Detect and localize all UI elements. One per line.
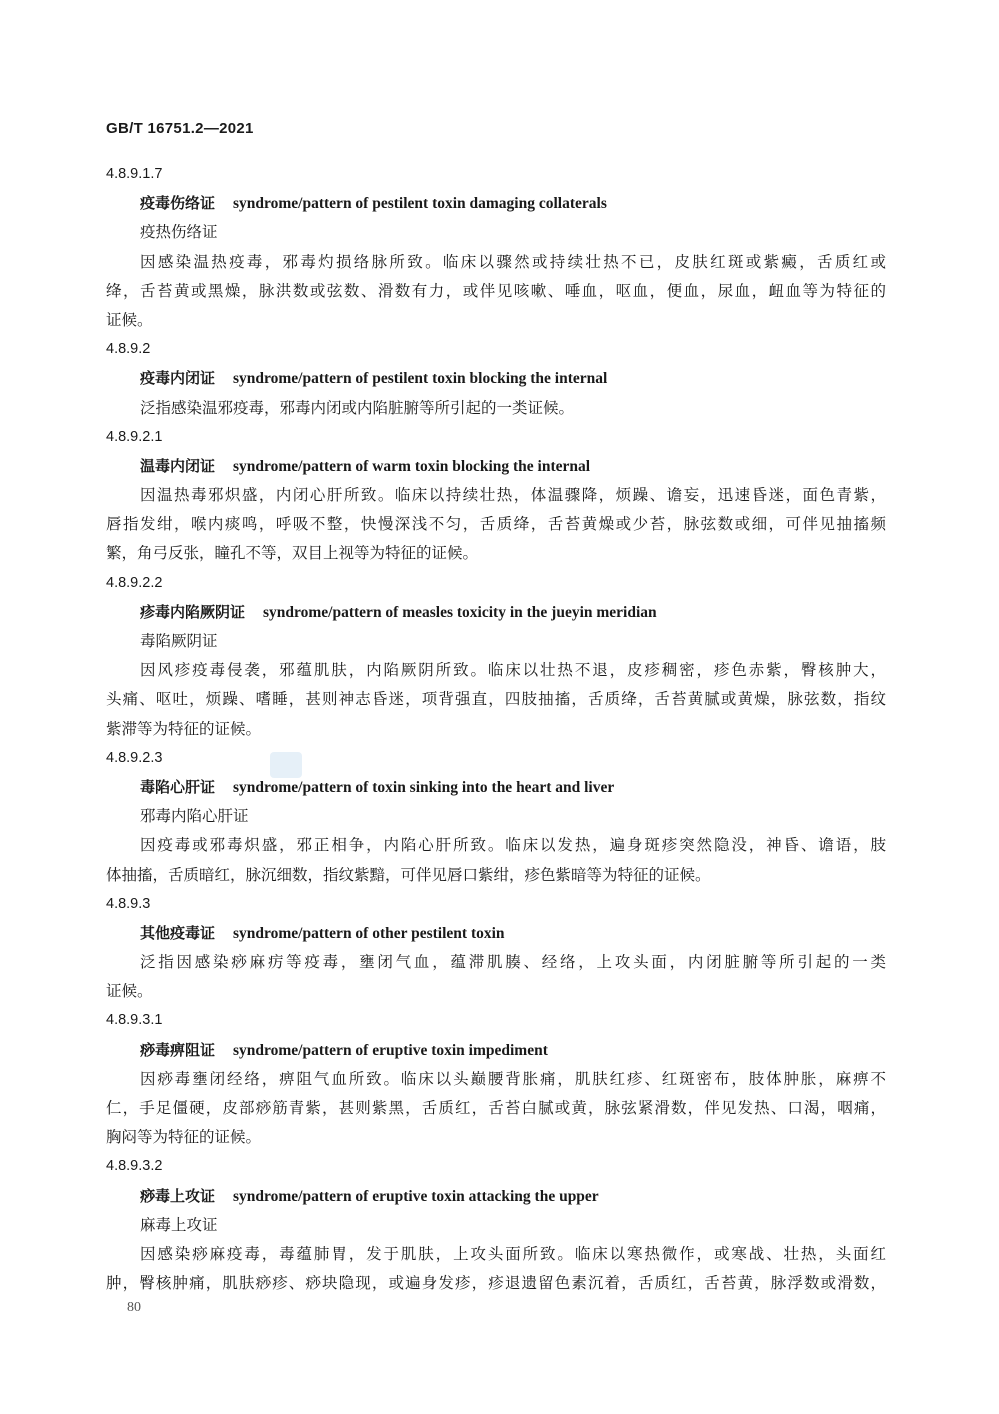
definition-line: 证候。 — [106, 982, 153, 1001]
definition-line: 因感染痧麻疫毒，毒蕴肺胃，发于肌肤，上攻头面所致。临床以寒热微作，或寒战、壮热，头面红 — [140, 1244, 886, 1263]
definition-line: 因感染温热疫毒，邪毒灼损络脉所致。临床以骤然或持续壮热不已，皮肤红斑或紫癜，舌质红或 — [140, 252, 886, 271]
definition-line: 证候。 — [106, 310, 153, 329]
definition-line: 泛指因感染痧麻疠等疫毒，壅闭气血，蕴滞肌腠、经络，上攻头面，内闭脏腑等所引起的一类 — [140, 953, 886, 972]
synonym-line: 泛指感染温邪疫毒，邪毒内闭或内陷脏腑等所引起的一类证候。 — [140, 398, 575, 417]
term-chinese: 痧毒痹阻证 — [140, 1040, 216, 1059]
definition-line: 体抽搐，舌质暗红，脉沉细数，指纹紫黯，可伴见唇口紫绀，疹色紫暗等为特征的证候。 — [106, 865, 711, 884]
term-english: syndrome/pattern of eruptive toxin attacking the upper — [233, 1187, 599, 1205]
term-chinese: 疫毒内闭证 — [140, 369, 216, 388]
term-english: syndrome/pattern of pestilent toxin damaging collaterals — [233, 195, 607, 213]
term-heading — [106, 598, 886, 627]
clause-number: 4.8.9.2.2 — [106, 574, 163, 591]
term-english: syndrome/pattern of measles toxicity in the jueyin meridian — [263, 603, 657, 621]
definition-line: 胸闷等为特征的证候。 — [106, 1128, 262, 1147]
definition-line: 肿，臀核肿痛，肌肤痧疹、痧块隐现，或遍身发疹，疹退遗留色素沉着，舌质红，舌苔黄，脉浮数或滑数， — [106, 1274, 886, 1293]
term-chinese: 疫毒伤络证 — [140, 194, 216, 213]
clause-number: 4.8.9.3.2 — [106, 1158, 163, 1175]
term-heading — [106, 919, 886, 948]
term-heading — [106, 452, 886, 481]
term-english: syndrome/pattern of warm toxin blocking the internal — [233, 457, 591, 475]
synonym-line: 麻毒上攻证 — [140, 1215, 218, 1234]
term-english: syndrome/pattern of pestilent toxin blocking the internal — [233, 370, 608, 388]
definition-line: 绛，舌苔黄或黑燥，脉洪数或弦数、滑数有力，或伴见咳嗽、唾血，呕血，便血，尿血，衄血等为特征的 — [106, 281, 886, 300]
term-chinese: 毒陷心肝证 — [140, 777, 216, 796]
synonym-line: 邪毒内陷心肝证 — [140, 807, 249, 826]
term-heading — [106, 773, 886, 802]
definition-line: 因痧毒壅闭经络，痹阻气血所致。临床以头巅腰背胀痛，肌肤红疹、红斑密布，肢体肿胀，麻痹不 — [140, 1069, 886, 1088]
standard-number-header: GB/T 16751.2—2021 — [106, 120, 254, 137]
definition-line: 因疫毒或邪毒炽盛，邪正相争，内陷心肝所致。临床以发热，遍身斑疹突然隐没，神昏、谵语，肢 — [140, 836, 886, 855]
term-chinese: 其他疫毒证 — [140, 923, 216, 942]
definition-line: 紫滞等为特征的证候。 — [106, 719, 262, 738]
document-body — [106, 160, 886, 1298]
definition-line: 唇指发绀，喉内痰鸣，呼吸不整，快慢深浅不匀，舌质绛，舌苔黄燥或少苔，脉弦数或细，可伴见抽搐频 — [106, 515, 886, 534]
term-chinese: 疹毒内陷厥阴证 — [140, 602, 246, 621]
term-english: syndrome/pattern of toxin sinking into the heart and liver — [233, 778, 615, 796]
synonym-line: 毒陷厥阴证 — [140, 632, 218, 650]
definition-line: 因温热毒邪炽盛，内闭心肝所致。临床以持续壮热，体温骤降，烦躁、谵妄，迅速昏迷，面色青紫， — [140, 486, 886, 505]
page-number: 80 — [127, 1300, 141, 1315]
term-heading — [106, 364, 886, 393]
clause-number: 4.8.9.2.3 — [106, 749, 163, 766]
term-chinese: 痧毒上攻证 — [140, 1186, 216, 1205]
term-heading — [106, 1036, 886, 1065]
definition-line: 头痛、呕吐，烦躁、嗜睡，甚则神志昏迷，项背强直，四肢抽搐，舌质绛，舌苔黄腻或黄燥，脉弦数，指纹 — [106, 690, 886, 709]
term-chinese: 温毒内闭证 — [140, 456, 216, 475]
term-heading — [106, 1182, 886, 1211]
synonym-line: 疫热伤络证 — [140, 223, 218, 242]
term-heading — [106, 189, 886, 218]
clause-number: 4.8.9.3 — [106, 895, 151, 912]
definition-line: 繁，角弓反张，瞳孔不等，双目上视等为特征的证候。 — [106, 544, 479, 563]
term-english: syndrome/pattern of eruptive toxin impediment — [233, 1041, 548, 1059]
clause-number: 4.8.9.2 — [106, 341, 151, 358]
clause-number: 4.8.9.1.7 — [106, 166, 163, 182]
definition-line: 仁，手足僵硬，皮部痧筋青紫，甚则紫黑，舌质红，舌苔白腻或黄，脉弦紧滑数，伴见发热、口渴，咽痛， — [106, 1099, 886, 1117]
term-english: syndrome/pattern of other pestilent toxin — [233, 924, 505, 942]
clause-number: 4.8.9.3.1 — [106, 1012, 163, 1029]
definition-line: 因风疹疫毒侵袭，邪蕴肌肤，内陷厥阴所致。临床以壮热不退，皮疹稠密，疹色赤紫，臀核肿大， — [140, 661, 886, 680]
clause-number: 4.8.9.2.1 — [106, 428, 163, 445]
